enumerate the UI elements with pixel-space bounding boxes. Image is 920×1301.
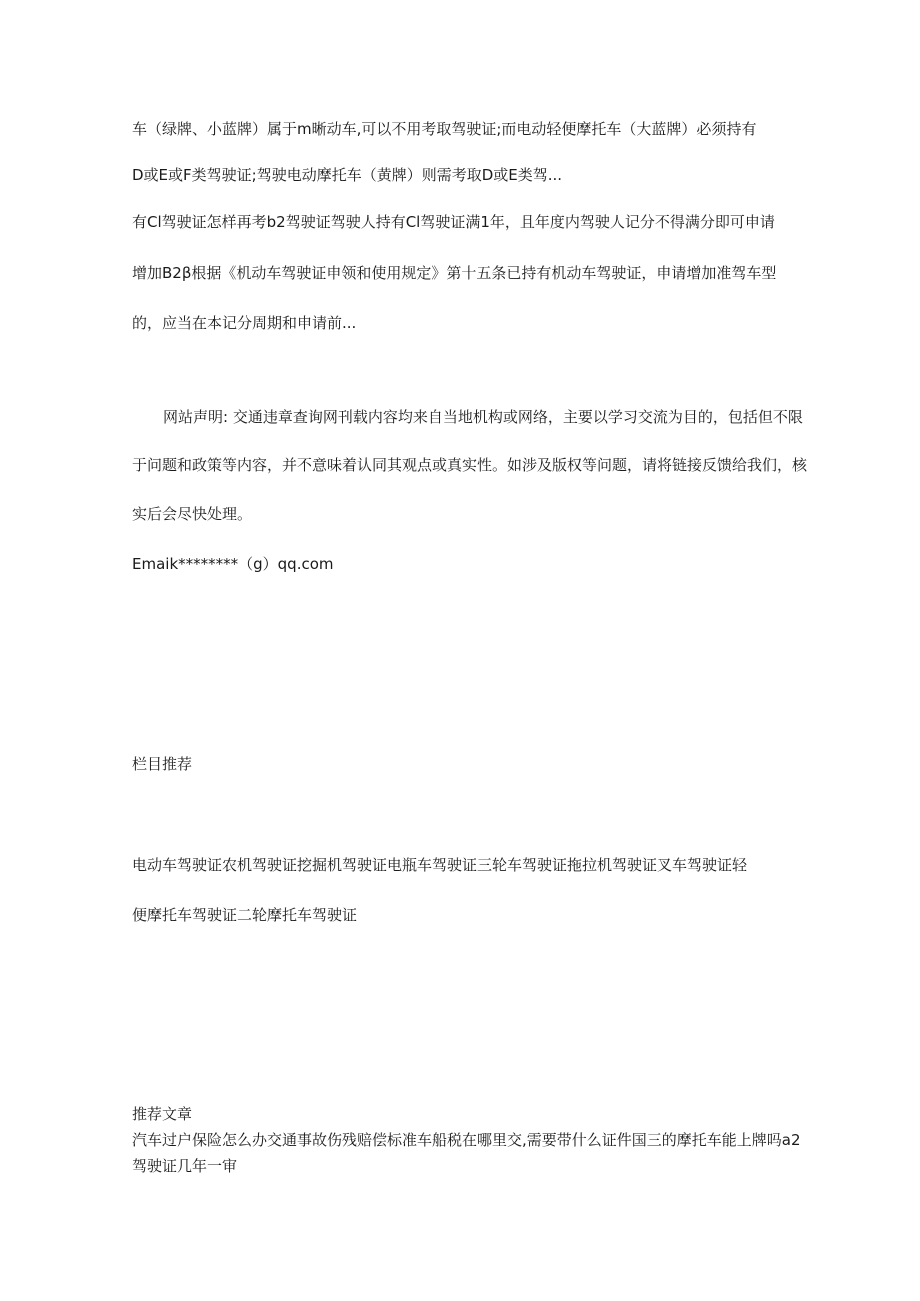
disclaimer-line: 实后会尽快处理。 <box>132 505 253 523</box>
article-line: D或E或F类驾驶证;驾驶电动摩托车（黄牌）则需考取D或E类驾... <box>132 166 563 184</box>
column-recommend-title: 栏目推荐 <box>132 755 193 773</box>
column-recommend-link[interactable]: 电动车驾驶证农机驾驶证挖掘机驾驶证电瓶车驾驶证三轮车驾驶证拖拉机驾驶证叉车驾驶证轻 <box>132 856 748 874</box>
recommended-articles-title: 推荐文章 <box>132 1105 193 1123</box>
column-recommend-link[interactable]: 便摩托车驾驶证二轮摩托车驾驶证 <box>132 906 358 924</box>
article-line: 有Cl驾驶证怎样再考b2驾驶证驾驶人持有Cl驾驶证满1年，且年度内驾驶人记分不得满分即可申请 <box>132 213 775 231</box>
article-line: 的，应当在本记分周期和申请前... <box>132 314 357 332</box>
article-line: 车（绿牌、小蓝牌）属于m晰动车,可以不用考取驾驶证;而电动轻便摩托车（大蓝牌）必须持有 <box>132 120 757 138</box>
contact-email: Emaik********（g）qq.com <box>132 555 334 573</box>
recommended-article-link[interactable]: 驾驶证几年一审 <box>132 1157 238 1175</box>
article-line: 增加B2β根据《机动车驾驶证申领和使用规定》第十五条已持有机动车驾驶证，申请增加准驾车型 <box>132 264 777 282</box>
disclaimer-line: 于问题和政策等内容，并不意味着认同其观点或真实性。如涉及版权等问题，请将链接反馈给我们，核 <box>132 456 808 474</box>
disclaimer-line: 网站声明: 交通违章查询网刊载内容均来自当地机构或网络，主要以学习交流为目的，包括但不限 <box>163 408 803 426</box>
recommended-article-link[interactable]: 汽车过户保险怎么办交通事故伤残赔偿标准车船税在哪里交,需要带什么证件国三的摩托车能上牌吗a2 <box>132 1131 801 1149</box>
